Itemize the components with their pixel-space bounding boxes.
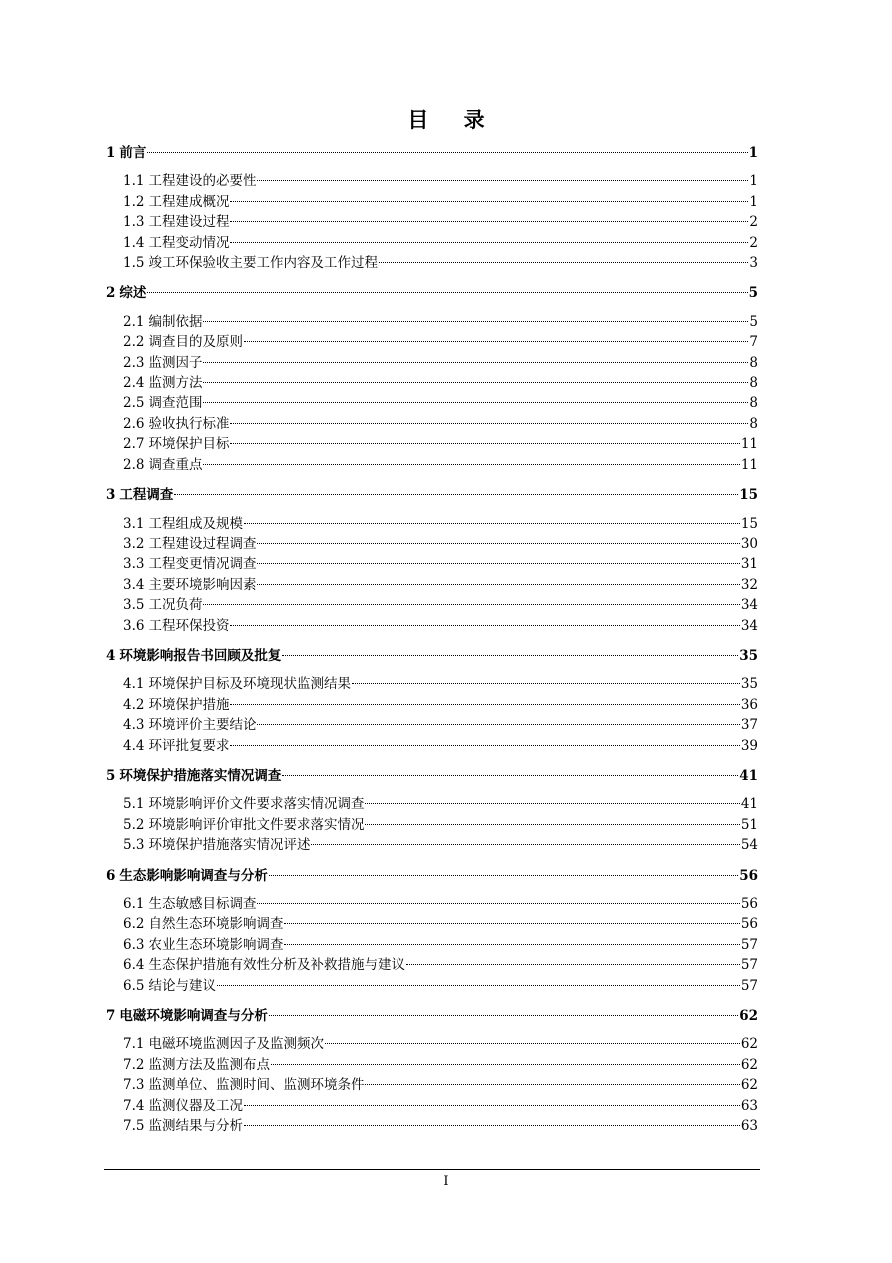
toc-chapter-group: [106, 646, 758, 756]
page-title: 目 录: [407, 107, 499, 132]
dot-leader: [257, 563, 739, 564]
toc-entry-page: 62: [739, 1008, 758, 1025]
toc-entry-number: 3.1: [123, 515, 145, 532]
toc-entry-page: 15: [739, 487, 758, 504]
toc-entry-title: 工程环保投资: [148, 617, 230, 634]
toc-chapter-group: [106, 766, 758, 856]
toc-entry-page: 1: [749, 193, 758, 210]
dot-leader: [217, 985, 740, 986]
toc-entry-title: 环境保护措施落实情况调查: [119, 767, 282, 784]
toc-entry-number: 7.2: [123, 1056, 145, 1073]
toc-entry-number: 5: [106, 767, 116, 784]
toc-section-entry[interactable]: [106, 534, 758, 554]
toc-section-entry[interactable]: [106, 393, 758, 413]
dot-leader: [230, 201, 748, 202]
toc-entry-title: 工程建设过程调查: [148, 535, 257, 552]
toc-section-entry[interactable]: [106, 414, 758, 434]
toc-entry-number: 1.2: [123, 193, 145, 210]
dot-leader: [230, 423, 748, 424]
toc-entry-page: 30: [740, 535, 758, 552]
toc-entry-number: 4: [106, 647, 116, 664]
toc-section-entry[interactable]: [106, 353, 758, 373]
toc-entry-number: 6.2: [123, 916, 145, 933]
toc-entry-title: 环境影响评价文件要求落实情况调查: [148, 796, 365, 813]
toc-entry-title: 综述: [119, 285, 147, 302]
toc-entry-page: 56: [739, 867, 758, 884]
dot-leader: [230, 745, 739, 746]
toc-entry-page: 7: [749, 334, 758, 351]
toc-entry-title: 监测方法: [148, 375, 203, 392]
toc-entry-number: 6: [106, 867, 116, 884]
toc-section-entry[interactable]: [106, 1116, 758, 1136]
toc-entry-page: 2: [749, 214, 758, 231]
toc-chapter-entry[interactable]: [106, 143, 758, 163]
toc-section-entry[interactable]: [106, 616, 758, 636]
toc-entry-title: 自然生态环境影响调查: [148, 916, 284, 933]
toc-entry-page: 34: [740, 597, 758, 614]
toc-entry-number: 2.2: [123, 334, 145, 351]
toc-section-entry[interactable]: [106, 554, 758, 574]
toc-section-entry[interactable]: [106, 253, 758, 273]
dot-leader: [244, 341, 748, 342]
toc-entry-title: 环境影响报告书回顾及批复: [119, 647, 282, 664]
toc-section-entry[interactable]: [106, 455, 758, 475]
toc-entry-title: 农业生态环境影响调查: [148, 936, 284, 953]
toc-chapter-entry[interactable]: [106, 485, 758, 505]
dot-leader: [282, 655, 738, 656]
toc-entry-number: 7.3: [123, 1077, 145, 1094]
toc-entry-number: 3.4: [123, 576, 145, 593]
dot-leader: [406, 964, 740, 965]
dot-leader: [282, 775, 738, 776]
toc-entry-title: 监测方法及监测布点: [148, 1056, 270, 1073]
toc-chapter-group: [106, 283, 758, 475]
dot-leader: [244, 523, 740, 524]
toc-entry-page: 32: [740, 576, 758, 593]
footer-divider: [104, 1169, 760, 1170]
dot-leader: [244, 1105, 740, 1106]
toc-entry-page: 41: [739, 767, 758, 784]
toc-entry-page: 37: [740, 717, 758, 734]
toc-entry-title: 工程调查: [119, 487, 174, 504]
dot-leader: [203, 402, 748, 403]
toc-entry-page: 5: [749, 313, 758, 330]
toc-section-entry[interactable]: [106, 674, 758, 694]
toc-chapter-entry[interactable]: [106, 646, 758, 666]
toc-entry-page: 62: [740, 1056, 758, 1073]
toc-entry-title: 结论与建议: [148, 977, 216, 994]
toc-entry-number: 5.3: [123, 837, 145, 854]
toc-entry-title: 验收执行标准: [148, 415, 230, 432]
toc-entry-title: 工程建成概况: [148, 193, 230, 210]
toc-chapter-entry[interactable]: [106, 283, 758, 303]
toc-section-entry[interactable]: [106, 835, 758, 855]
dot-leader: [352, 683, 740, 684]
toc-chapter-group: [106, 866, 758, 996]
toc-entry-title: 工程变更情况调查: [148, 556, 257, 573]
toc-entry-page: 57: [740, 936, 758, 953]
toc-entry-page: 41: [740, 796, 758, 813]
toc-section-entry[interactable]: [106, 312, 758, 332]
dot-leader: [269, 1015, 738, 1016]
toc-entry-page: 34: [740, 617, 758, 634]
toc-entry-title: 竣工环保验收主要工作内容及工作过程: [148, 255, 378, 272]
toc-section-entry[interactable]: [106, 815, 758, 835]
toc-entry-title: 环境保护目标及环境现状监测结果: [148, 676, 351, 693]
toc-section-entry[interactable]: [106, 1075, 758, 1095]
dot-leader: [174, 494, 738, 495]
toc-entry-title: 工程建设的必要性: [148, 173, 257, 190]
toc-chapter-group: [106, 143, 758, 273]
dot-leader: [203, 604, 739, 605]
toc-section-entry[interactable]: [106, 1055, 758, 1075]
dot-leader: [203, 464, 739, 465]
toc-entry-title: 主要环境影响因素: [148, 576, 257, 593]
toc-entry-number: 2.5: [123, 395, 145, 412]
toc-section-entry[interactable]: [106, 332, 758, 352]
dot-leader: [257, 584, 739, 585]
dot-leader: [203, 362, 748, 363]
toc-chapter-group: [106, 1006, 758, 1136]
toc-entry-page: 8: [749, 375, 758, 392]
toc-section-entry[interactable]: [106, 373, 758, 393]
toc-entry-page: 56: [740, 916, 758, 933]
dot-leader: [284, 944, 739, 945]
toc-section-entry[interactable]: [106, 171, 758, 191]
dot-leader: [257, 724, 739, 725]
toc-entry-title: 调查重点: [148, 456, 203, 473]
dot-leader: [230, 704, 739, 705]
toc-entry-number: 4.3: [123, 717, 145, 734]
toc-section-entry[interactable]: [106, 212, 758, 232]
toc-entry-title: 电磁环境监测因子及监测频次: [148, 1036, 324, 1053]
toc-entry-page: 11: [740, 456, 758, 473]
toc-entry-number: 2.1: [123, 313, 145, 330]
toc-section-entry[interactable]: [106, 976, 758, 996]
toc-entry-number: 2.4: [123, 375, 145, 392]
toc-chapter-entry[interactable]: [106, 866, 758, 886]
toc-entry-title: 电磁环境影响调查与分析: [119, 1008, 268, 1025]
toc-entry-number: 1: [106, 145, 116, 161]
toc-entry-number: 4.1: [123, 676, 145, 693]
toc-entry-number: 1.3: [123, 214, 145, 231]
dot-leader: [244, 1125, 740, 1126]
toc-entry-title: 环境保护措施落实情况评述: [148, 837, 311, 854]
toc-entry-number: 6.5: [123, 977, 145, 994]
toc-entry-page: 39: [740, 737, 758, 754]
toc-entry-page: 5: [748, 285, 758, 302]
toc-section-entry[interactable]: [106, 575, 758, 595]
toc-entry-title: 编制依据: [148, 313, 203, 330]
toc-entry-number: 4.2: [123, 696, 145, 713]
toc-entry-number: 5.1: [123, 796, 145, 813]
toc-entry-number: 1.5: [123, 255, 145, 272]
toc-entry-title: 环评批复要求: [148, 737, 230, 754]
toc-entry-page: 1: [749, 173, 758, 190]
toc-entry-page: 51: [740, 816, 758, 833]
toc-entry-title: 监测仪器及工况: [148, 1097, 243, 1114]
toc-entry-number: 3.6: [123, 617, 145, 634]
toc-entry-number: 6.3: [123, 936, 145, 953]
dot-leader: [325, 1043, 740, 1044]
toc-entry-page: 15: [740, 515, 758, 532]
toc-chapter-entry[interactable]: [106, 1006, 758, 1026]
toc-entry-page: 2: [749, 234, 758, 251]
dot-leader: [230, 242, 748, 243]
toc-entry-number: 3.2: [123, 535, 145, 552]
toc-entry-title: 工程组成及规模: [148, 515, 243, 532]
dot-leader: [230, 443, 739, 444]
toc-entry-page: 35: [739, 647, 758, 664]
toc-entry-number: 2: [106, 285, 116, 302]
dot-leader: [257, 903, 739, 904]
toc-entry-page: 57: [740, 977, 758, 994]
toc-entry-number: 3.5: [123, 597, 145, 614]
toc-entry-page: 62: [740, 1036, 758, 1053]
toc-entry-page: 63: [740, 1097, 758, 1114]
toc-entry-title: 生态影响影响调查与分析: [119, 867, 268, 884]
toc-section-entry[interactable]: [106, 434, 758, 454]
toc-entry-page: 54: [740, 837, 758, 854]
toc-entry-number: 6.4: [123, 957, 145, 974]
toc-entry-number: 7: [106, 1008, 116, 1025]
toc-section-entry[interactable]: [106, 514, 758, 534]
dot-leader: [365, 824, 739, 825]
toc-entry-page: 8: [749, 415, 758, 432]
toc-section-entry[interactable]: [106, 695, 758, 715]
toc-section-entry[interactable]: [106, 595, 758, 615]
toc-entry-number: 3.3: [123, 556, 145, 573]
toc-entry-number: 1.1: [123, 173, 145, 190]
toc-section-entry[interactable]: [106, 715, 758, 735]
toc-entry-title: 工况负荷: [148, 597, 203, 614]
toc-entry-page: 63: [740, 1118, 758, 1135]
dot-leader: [257, 180, 748, 181]
toc-entry-page: 11: [740, 436, 758, 453]
toc-entry-title: 前言: [119, 145, 147, 161]
toc-section-entry[interactable]: [106, 935, 758, 955]
toc-entry-title: 环境保护目标: [148, 436, 230, 453]
toc-entry-page: 31: [740, 556, 758, 573]
toc-entry-page: 62: [740, 1077, 758, 1094]
toc-entry-title: 环境评价主要结论: [148, 717, 257, 734]
dot-leader: [203, 321, 748, 322]
dot-leader: [203, 382, 748, 383]
toc-section-entry[interactable]: [106, 1096, 758, 1116]
toc-entry-title: 生态敏感目标调查: [148, 896, 257, 912]
toc-entry-number: 2.8: [123, 456, 145, 473]
toc-entry-title: 工程建设过程: [148, 214, 230, 231]
toc-chapter-group: [106, 485, 758, 636]
dot-leader: [311, 844, 739, 845]
toc-entry-number: 2.3: [123, 354, 145, 371]
toc-entry-page: 3: [749, 255, 758, 272]
dot-leader: [269, 875, 738, 876]
toc-section-entry[interactable]: [106, 914, 758, 934]
toc-entry-page: 57: [740, 957, 758, 974]
toc-entry-number: 2.6: [123, 415, 145, 432]
toc-entry-page: 1: [748, 145, 758, 161]
page-number: I: [443, 1174, 449, 1189]
dot-leader: [365, 803, 739, 804]
table-of-contents: [106, 143, 758, 1146]
toc-section-entry[interactable]: [106, 894, 758, 914]
toc-entry-number: 7.5: [123, 1118, 145, 1135]
toc-entry-page: 8: [749, 354, 758, 371]
toc-entry-page: 56: [740, 896, 758, 912]
toc-entry-number: 3: [106, 487, 116, 504]
toc-entry-number: 4.4: [123, 737, 145, 754]
toc-entry-page: 35: [740, 676, 758, 693]
toc-entry-title: 工程变动情况: [148, 234, 230, 251]
dot-leader: [257, 543, 739, 544]
dot-leader: [230, 221, 748, 222]
toc-entry-title: 环境保护措施: [148, 696, 230, 713]
toc-entry-number: 6.1: [123, 896, 145, 912]
dot-leader: [365, 1084, 739, 1085]
toc-entry-title: 监测结果与分析: [148, 1118, 243, 1135]
dot-leader: [147, 152, 747, 153]
toc-section-entry[interactable]: [106, 233, 758, 253]
toc-entry-number: 5.2: [123, 816, 145, 833]
toc-entry-number: 7.4: [123, 1097, 145, 1114]
dot-leader: [284, 923, 739, 924]
dot-leader: [271, 1064, 740, 1065]
toc-section-entry[interactable]: [106, 955, 758, 975]
toc-entry-title: 监测因子: [148, 354, 203, 371]
toc-section-entry[interactable]: [106, 794, 758, 814]
toc-entry-title: 环境影响评价审批文件要求落实情况: [148, 816, 365, 833]
toc-entry-page: 36: [740, 696, 758, 713]
dot-leader: [147, 292, 747, 293]
toc-entry-title: 生态保护措施有效性分析及补救措施与建议: [148, 957, 405, 974]
toc-entry-number: 1.4: [123, 234, 145, 251]
toc-entry-title: 调查范围: [148, 395, 203, 412]
dot-leader: [379, 262, 748, 263]
dot-leader: [230, 625, 739, 626]
toc-chapter-entry[interactable]: [106, 766, 758, 786]
toc-entry-number: 2.7: [123, 436, 145, 453]
toc-entry-title: 调查目的及原则: [148, 334, 243, 351]
toc-entry-title: 监测单位、监测时间、监测环境条件: [148, 1077, 365, 1094]
toc-entry-page: 8: [749, 395, 758, 412]
toc-section-entry[interactable]: [106, 736, 758, 756]
toc-section-entry[interactable]: [106, 192, 758, 212]
toc-entry-number: 7.1: [123, 1036, 145, 1053]
toc-section-entry[interactable]: [106, 1034, 758, 1054]
